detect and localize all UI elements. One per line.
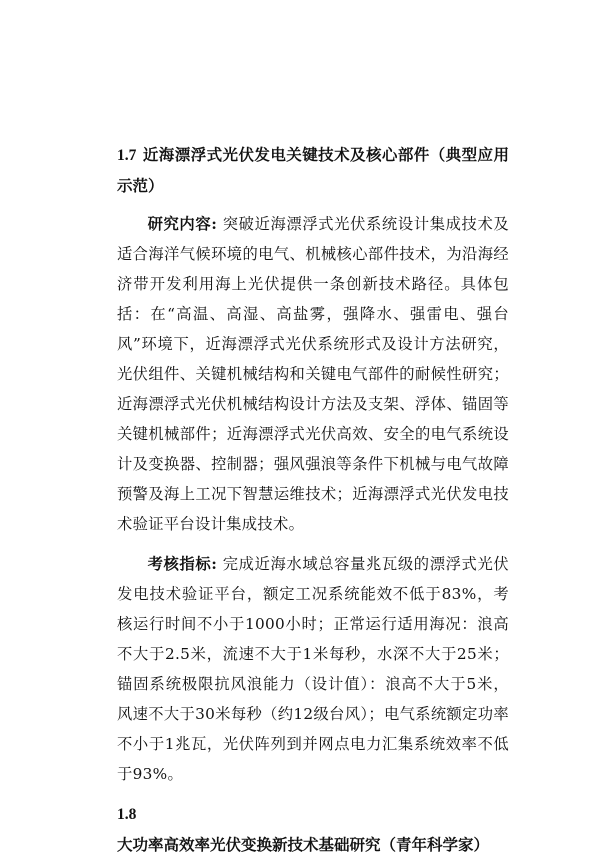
section-heading-1-8 (117, 799, 509, 860)
research-content-text: 突破近海漂浮式光伏系统设计集成技术及适合海洋气候环境的电气、机械核心部件技术，为沿海经济带开发利用海上光伏提供一条创新技术路径。具体包括：在“高温、高湿、高盐雾，强降水、强雷电、强台风”环境下，近海漂浮式光伏系统形式及设计方法研究，光伏组件、关键机械结构和关键电气部件的耐候性研究；近海漂浮式光伏机械结构设计方法及支架、浮体、锚固等关键机械部件；近海漂浮式光伏高效、安全的电气系统设计及变换器、控制器；强风强浪等条件下机械与电气故障预警及海上工况下智慧运维技术；近海漂浮式光伏发电技术验证平台设计集成技术。 (117, 215, 509, 533)
section-title: 近海漂浮式光伏发电关键技术及核心部件（典型应用示范） (117, 145, 509, 195)
research-content-label: 研究内容: (147, 215, 218, 233)
section-number: 1.8 (117, 806, 137, 823)
section-title: 大功率高效率光伏变换新技术基础研究（青年科学家） (117, 835, 490, 854)
assessment-indicators-paragraph (117, 549, 509, 789)
section-number: 1.7 (117, 147, 137, 164)
section-heading-1-7 (117, 140, 509, 201)
assessment-indicators-text: 完成近海水域总容量兆瓦级的漂浮式光伏发电技术验证平台，额定工况系统能效不低于83%，考核运行时间不小于1000小时；正常运行适用海况：浪高不大于2.5米，流速不大于1米每秒，水深不大于25米；锚固系统极限抗风浪能力（设计值）：浪高不大于5米，风速不大于30米每秒（约12级台风）；电气系统额定功率不小于1兆瓦，光伏阵列到并网点电力汇集系统效率不低于93%。 (117, 555, 509, 783)
research-content-paragraph (117, 209, 509, 539)
assessment-indicators-label: 考核指标: (147, 555, 218, 573)
page-content (117, 140, 509, 868)
